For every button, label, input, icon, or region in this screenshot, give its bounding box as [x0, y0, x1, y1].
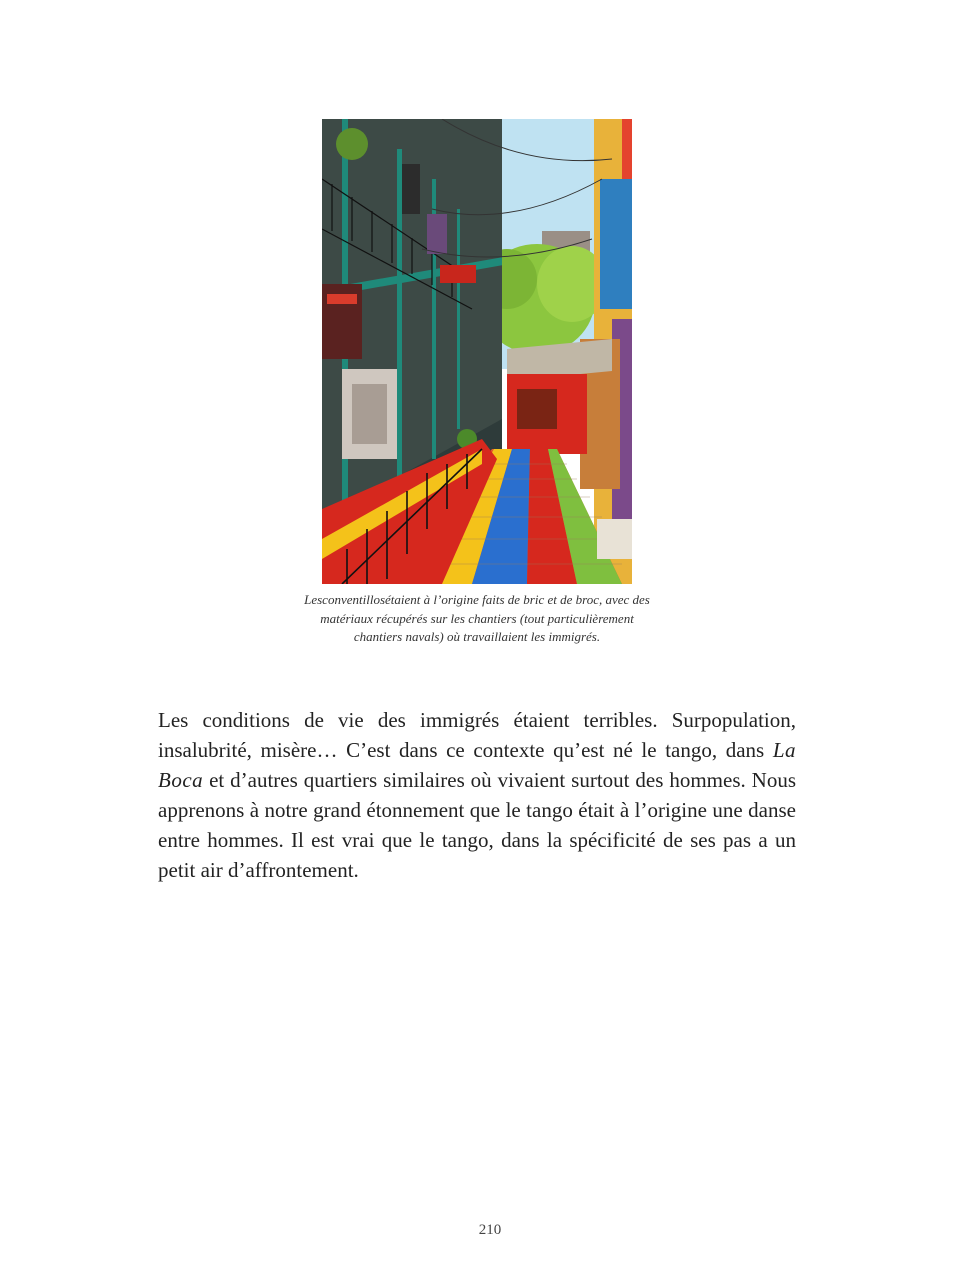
paragraph-text-part1: Les conditions de vie des immigrés étaient terribles. Surpopulation, insalubrité, misère… C’est dans ce contexte qu’est né le tango, dans — [158, 708, 796, 762]
hanging-sign — [440, 265, 476, 283]
paragraph-text-part2: et d’autres quartiers similaires où vivaient surtout des hommes. Nous apprenons à notre grand étonnement que le tango était à l’origine une danse entre hommes. Il est vrai que le tango, dans la spécificité de ses pas a un petit air d’affrontement. — [158, 768, 796, 882]
figure-caption: Lesconventillosétaient à l’origine faits de bric et de broc, avec des matériaux récupérés sur les chantiers (tout particulièrement chantiers navals) où travaillaient les immigrés. — [304, 592, 650, 644]
paragraph-emphasis: La Boca — [158, 738, 796, 792]
page-number: 210 — [478, 1222, 502, 1238]
main-paragraph — [158, 705, 796, 885]
conventillo-photo — [322, 119, 632, 584]
bench — [597, 519, 632, 559]
